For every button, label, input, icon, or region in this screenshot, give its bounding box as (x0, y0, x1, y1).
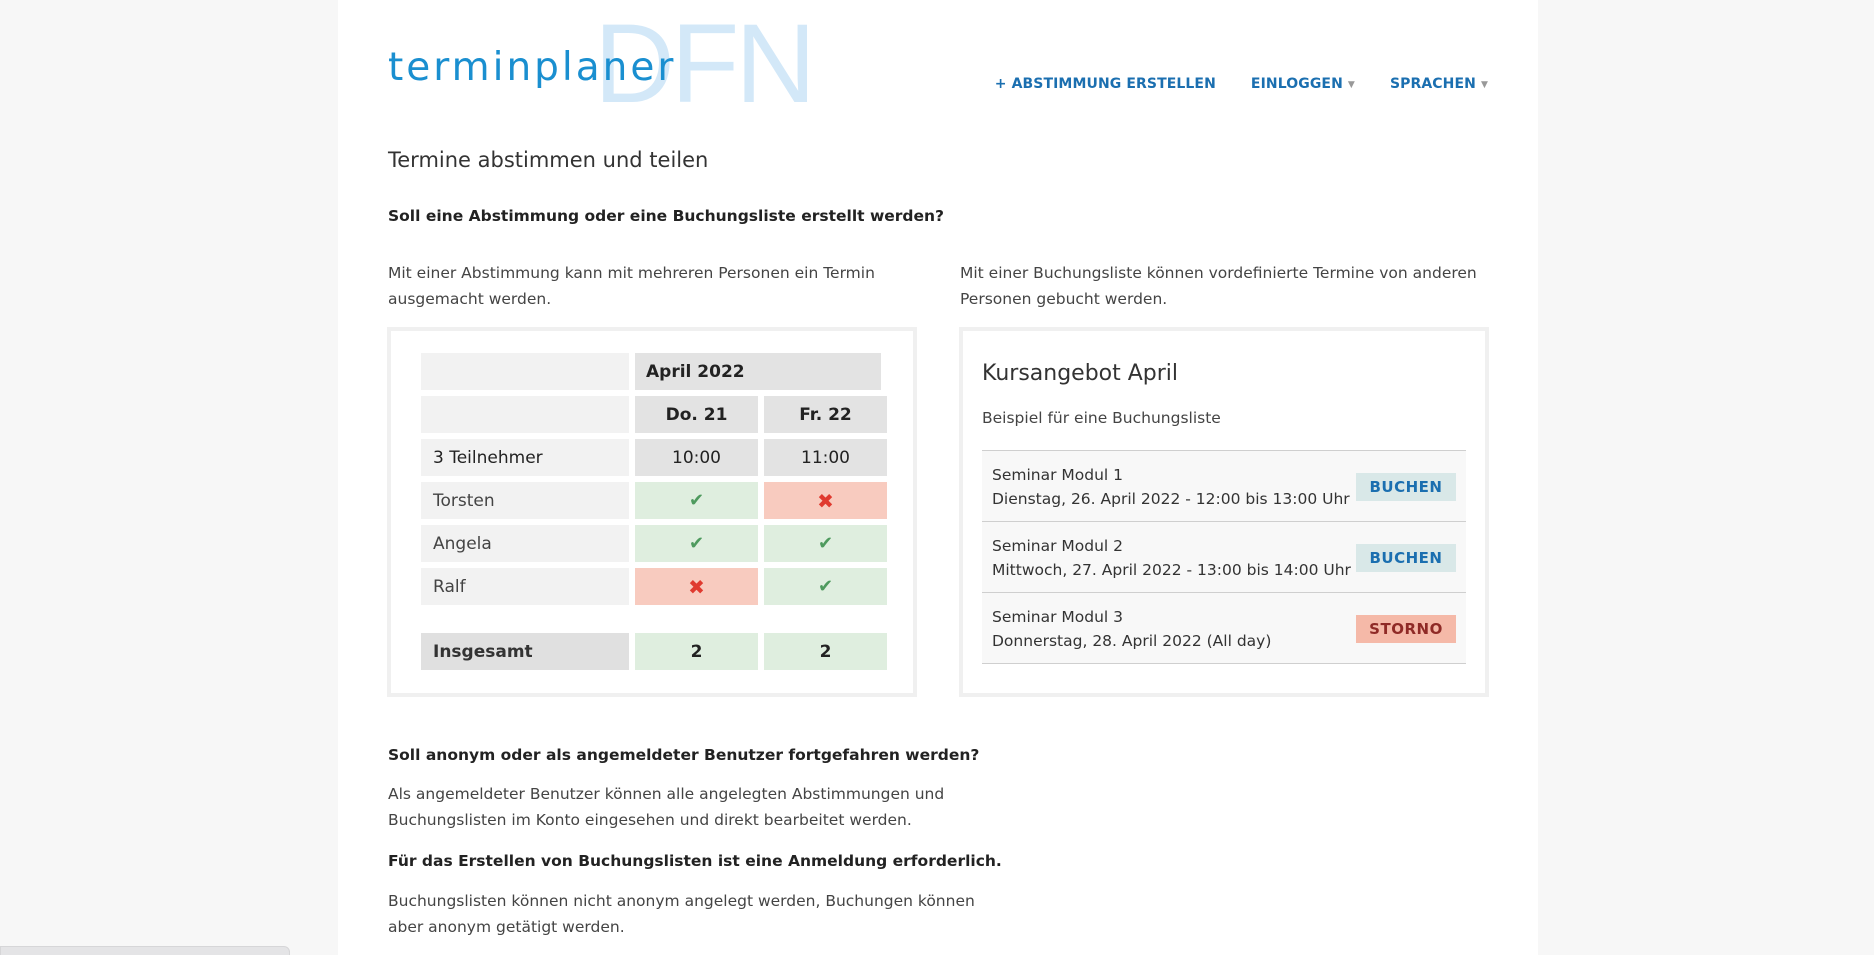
vote-yes (635, 482, 758, 519)
page-title: Termine abstimmen und teilen (388, 148, 709, 172)
booking-item (982, 593, 1466, 664)
question-poll-or-booking: Soll eine Abstimmung oder eine Buchungsliste erstellt werden? (388, 207, 945, 225)
booking-item-date: Donnerstag, 28. April 2022 (All day) (992, 632, 1272, 650)
main-nav (995, 76, 1488, 92)
book-button[interactable]: BUCHEN (1356, 473, 1456, 501)
participant-name: Ralf (421, 568, 629, 605)
logo-mark: DFN (594, 1, 813, 126)
browser-status-bar (0, 946, 290, 955)
cross-icon: ✖ (817, 488, 834, 513)
booking-item-date: Mittwoch, 27. April 2022 - 13:00 bis 14:00 Uhr (992, 561, 1351, 579)
login-required-note: Für das Erstellen von Buchungslisten ist eine Anmeldung erforderlich. (388, 852, 1002, 870)
booking-item (982, 522, 1466, 593)
cross-icon: ✖ (688, 574, 705, 599)
poll-description: Mit einer Abstimmung kann mit mehreren Personen ein Termin ausgemacht werden. (388, 264, 875, 308)
poll-times-row (421, 439, 887, 476)
check-icon: ✔ (688, 533, 705, 554)
vote-no (635, 568, 758, 605)
poll-example-table (421, 353, 887, 676)
anonymous-booking-info: Buchungslisten können nicht anonym angelegt werden, Buchungen können aber anonym getätigt werden. (388, 892, 975, 936)
vote-no (764, 482, 887, 519)
cancel-booking-button[interactable]: STORNO (1356, 615, 1456, 643)
poll-time: 10:00 (635, 439, 758, 476)
nav-languages[interactable] (1390, 76, 1488, 92)
booking-description: Mit einer Buchungsliste können vordefinierte Termine von anderen Personen gebucht werden. (960, 264, 1477, 308)
poll-participant-row (421, 525, 887, 562)
poll-participant-row (421, 482, 887, 519)
booking-item-name: Seminar Modul 1 (992, 466, 1124, 484)
total-value: 2 (764, 633, 887, 670)
page-container (338, 0, 1538, 955)
logo-text: terminplaner (388, 45, 677, 90)
booking-example-card[interactable] (959, 327, 1489, 697)
booking-item-name: Seminar Modul 2 (992, 537, 1124, 555)
nav-languages-label: SPRACHEN (1389, 76, 1476, 92)
poll-month-row (421, 353, 887, 390)
spacer (421, 611, 887, 633)
logged-in-info: Als angemeldeter Benutzer können alle angelegten Abstimmungen und Buchungslisten im Konto eingesehen und direkt bearbeitet werden. (388, 785, 945, 829)
booking-list (982, 450, 1466, 664)
vote-yes (635, 525, 758, 562)
nav-login-label: EINLOGGEN (1250, 76, 1343, 92)
nav-create-poll-label: + ABSTIMMUNG ERSTELLEN (994, 76, 1216, 92)
caret-down-icon: ▼ (1347, 80, 1355, 90)
nav-create-poll[interactable] (995, 76, 1216, 92)
nav-login[interactable] (1251, 76, 1355, 92)
caret-down-icon: ▼ (1480, 80, 1488, 90)
book-button[interactable]: BUCHEN (1356, 544, 1456, 572)
poll-day: Do. 21 (635, 396, 758, 433)
total-label: Insgesamt (421, 633, 629, 670)
participant-name: Torsten (421, 482, 629, 519)
poll-time: 11:00 (764, 439, 887, 476)
booking-item (982, 451, 1466, 522)
participants-count: 3 Teilnehmer (421, 439, 629, 476)
booking-item-name: Seminar Modul 3 (992, 608, 1124, 626)
empty-cell (421, 396, 629, 433)
vote-yes (764, 525, 887, 562)
poll-example-card[interactable] (387, 327, 917, 697)
poll-participant-row (421, 568, 887, 605)
logo[interactable] (388, 1, 813, 126)
total-value: 2 (635, 633, 758, 670)
poll-days-row (421, 396, 887, 433)
poll-day: Fr. 22 (764, 396, 887, 433)
participant-name: Angela (421, 525, 629, 562)
vote-yes (764, 568, 887, 605)
check-icon: ✔ (817, 576, 834, 597)
check-icon: ✔ (817, 533, 834, 554)
booking-item-date: Dienstag, 26. April 2022 - 12:00 bis 13:00 Uhr (992, 490, 1350, 508)
question-anonymous: Soll anonym oder als angemeldeter Benutzer fortgefahren werden? (388, 746, 980, 764)
booking-list-subtitle: Beispiel für eine Buchungsliste (982, 409, 1221, 427)
check-icon: ✔ (688, 490, 705, 511)
poll-month: April 2022 (635, 353, 881, 390)
empty-cell (421, 353, 629, 390)
poll-total-row (421, 633, 887, 670)
booking-list-title: Kursangebot April (982, 361, 1179, 386)
